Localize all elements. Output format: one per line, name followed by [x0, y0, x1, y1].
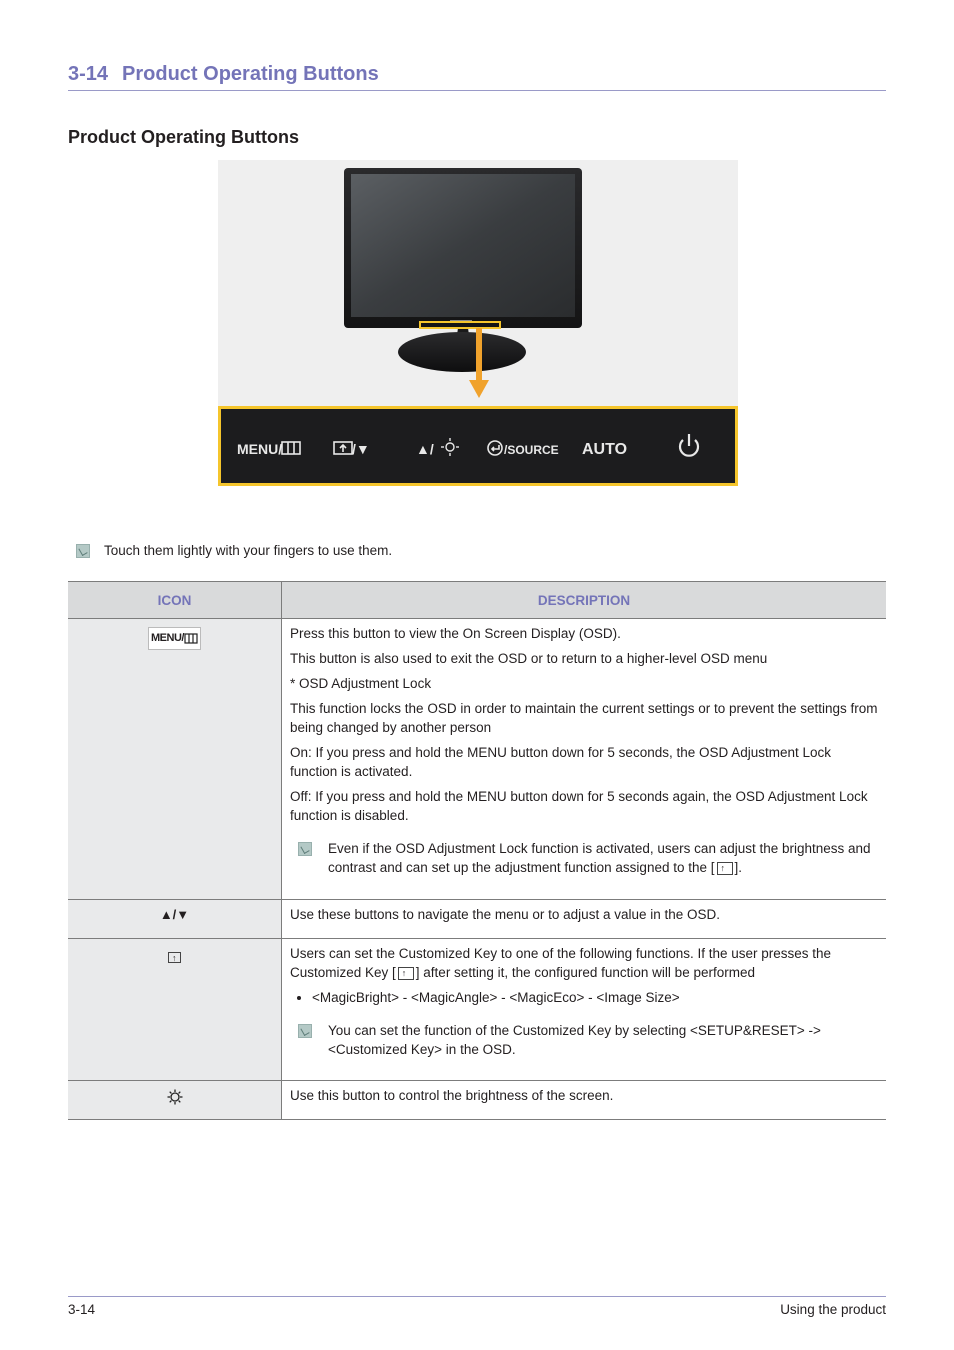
- desc-text-end: ] after setting it, the configured function will be performed: [415, 965, 755, 980]
- button-panel: [220, 408, 737, 485]
- table-header-row: [68, 582, 886, 619]
- description-column-header: DESCRIPTION: [282, 582, 887, 619]
- note-text-end: ].: [734, 860, 743, 875]
- customized-key-icon: [398, 967, 414, 980]
- buttons-table: [68, 581, 886, 1120]
- panel-auto-label: AUTO: [582, 441, 628, 458]
- brightness-icon-cell: [68, 1081, 282, 1120]
- stand-base: [398, 332, 526, 372]
- customized-key-note: [298, 1021, 878, 1059]
- updown-icon-cell: [68, 900, 282, 939]
- desc-paragraph: * OSD Adjustment Lock: [290, 676, 432, 691]
- customized-key-icon-cell: [68, 939, 282, 1081]
- usage-note-text: Touch them lightly with your fingers to use them.: [104, 543, 393, 558]
- monitor-figure: [218, 160, 738, 486]
- menu-description-cell: [282, 619, 887, 900]
- desc-paragraph: Use this button to control the brightness of the screen.: [290, 1088, 614, 1103]
- menu-icon-cell: [68, 619, 282, 900]
- desc-paragraph: Off: If you press and hold the MENU button down for 5 seconds again, the OSD Adjustment Lock function is disabled.: [290, 789, 868, 823]
- table-row: [68, 1081, 886, 1120]
- desc-paragraph: Press this button to view the On Screen Display (OSD).: [290, 626, 621, 641]
- customized-key-icon: [717, 862, 733, 875]
- desc-paragraph: On: If you press and hold the MENU button down for 5 seconds, the OSD Adjustment Lock function is activated.: [290, 745, 832, 779]
- osd-lock-note-text: [328, 839, 878, 877]
- monitor-illustration: [218, 160, 738, 486]
- updown-description-cell: [282, 900, 887, 939]
- icon-column-header: ICON: [68, 582, 282, 619]
- up-down-arrows-icon: ▲/▼: [159, 907, 190, 922]
- menu-icon: [148, 627, 201, 650]
- panel-up-label: ▲/: [416, 441, 434, 457]
- desc-text-start: Users can set the Customized Key to one of the following functions. If the user presses the Customized Key [: [290, 946, 832, 980]
- desc-paragraph: [290, 944, 878, 982]
- table-row: [68, 900, 886, 939]
- note-icon: [76, 544, 90, 558]
- section-title-text: Product Operating Buttons: [122, 63, 379, 85]
- footer-page-number: 3-14: [68, 1302, 96, 1317]
- brightness-description-cell: [282, 1081, 887, 1120]
- arrow-shaft: [476, 328, 482, 384]
- section-number: 3-14: [68, 63, 109, 85]
- desc-paragraph: This button is also used to exit the OSD or to return to a higher-level OSD menu: [290, 651, 768, 666]
- note-text-start: Even if the OSD Adjustment Lock function is activated, users can adjust the brightness and contrast and can set up the adjustment function assigned to the [: [328, 841, 871, 875]
- panel-source-label: /SOURCE: [504, 443, 559, 457]
- note-icon: [298, 1024, 312, 1038]
- menu-icon-label: MENU/: [151, 632, 184, 644]
- subsection-title: Product Operating Buttons: [68, 127, 299, 147]
- function-list: [290, 988, 878, 1007]
- panel-down-label: /▼: [352, 441, 370, 457]
- table-row: [68, 939, 886, 1081]
- footer-section-name: Using the product: [780, 1302, 886, 1317]
- table-row: [68, 619, 886, 900]
- brightness-icon: [167, 1089, 183, 1105]
- section-title: [68, 63, 886, 91]
- osd-lock-note: [298, 839, 878, 877]
- panel-menu-label: MENU/: [237, 441, 283, 457]
- monitor-screen: [351, 174, 575, 317]
- page-footer: [68, 1296, 886, 1317]
- desc-paragraph: Use these buttons to navigate the menu or to adjust a value in the OSD.: [290, 907, 721, 922]
- desc-paragraph: This function locks the OSD in order to maintain the current settings or to prevent the settings from being changed by another person: [290, 701, 878, 735]
- menu-grid-icon: [184, 633, 198, 644]
- note-icon: [298, 842, 312, 856]
- list-item: • <MagicBright> - <MagicAngle> - <MagicEco> - <Image Size>: [312, 988, 878, 1007]
- customized-key-note-text: You can set the function of the Customized Key by selecting <SETUP&RESET> -> <Customized Key> in the OSD.: [328, 1023, 821, 1057]
- customized-key-description-cell: [282, 939, 887, 1081]
- usage-note: [76, 543, 392, 558]
- customized-key-icon: [168, 952, 181, 963]
